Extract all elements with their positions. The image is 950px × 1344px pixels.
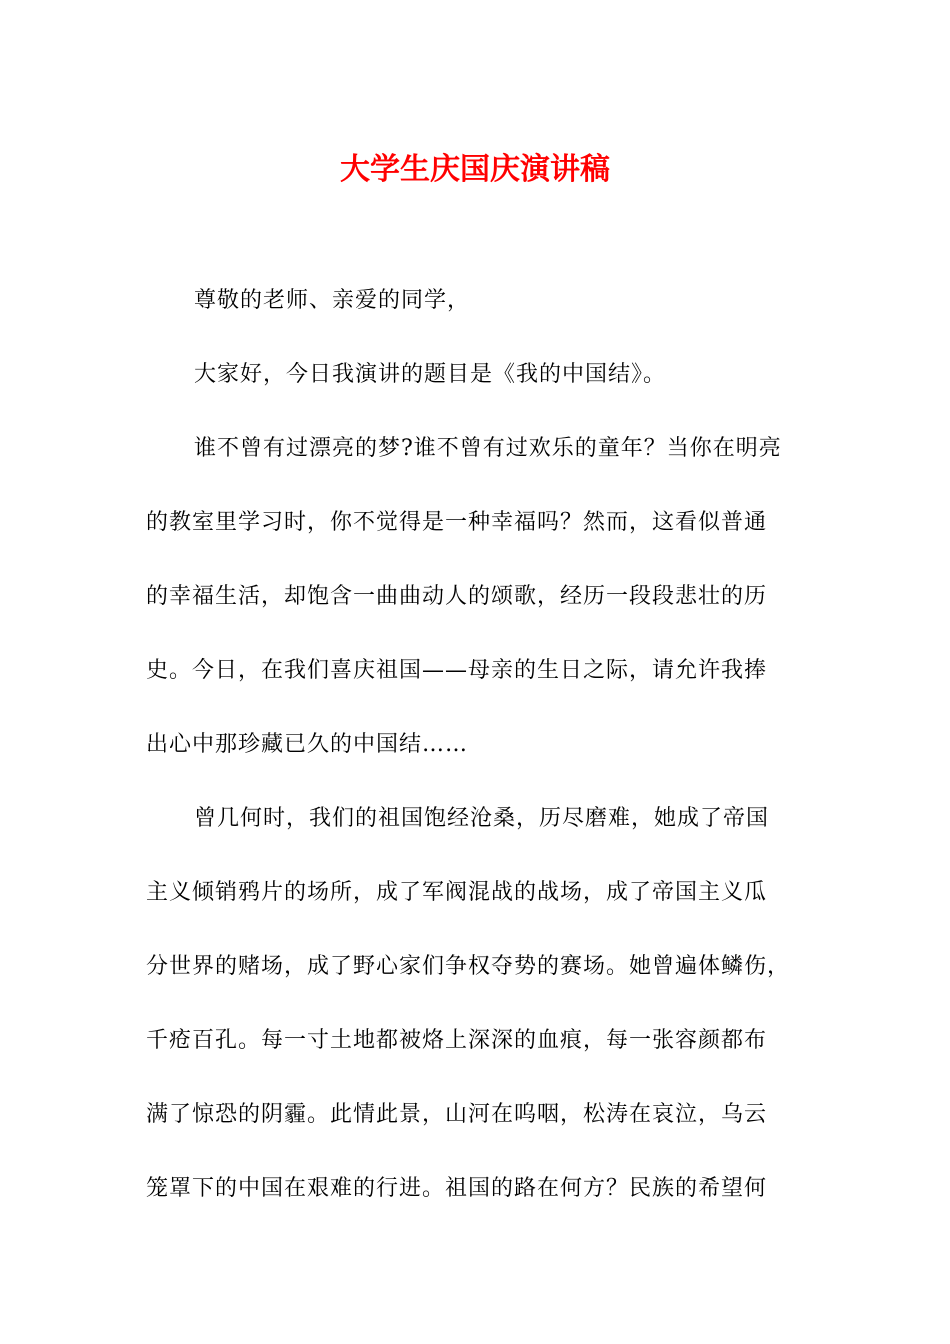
paragraph-line: 千疮百孔。每一寸土地都被烙上深深的血痕，每一张容颜都布 (146, 1028, 768, 1053)
paragraph-line: 史。今日，在我们喜庆祖国——母亲的生日之际，请允许我捧 (146, 658, 768, 683)
paragraph-line: 的教室里学习时，你不觉得是一种幸福吗？然而，这看似普通 (146, 510, 768, 535)
paragraph-line: 大家好，今日我演讲的题目是《我的中国结》。 (194, 362, 667, 387)
paragraph-line: 曾几何时，我们的祖国饱经沧桑，历尽磨难，她成了帝国 (194, 806, 770, 831)
paragraph-line: 出心中那珍藏已久的中国结…… (146, 732, 469, 757)
paragraph-line: 主义倾销鸦片的场所，成了军阀混战的战场，成了帝国主义瓜 (146, 880, 768, 905)
paragraph-line: 分世界的赌场，成了野心家们争权夺势的赛场。她曾遍体鳞伤， (146, 954, 791, 979)
paragraph-line: 谁不曾有过漂亮的梦?谁不曾有过欢乐的童年？当你在明亮 (194, 436, 782, 461)
paragraph-line: 满了惊恐的阴霾。此情此景，山河在呜咽，松涛在哀泣，乌云 (146, 1102, 768, 1127)
paragraph-line: 尊敬的老师、亲爱的同学， (194, 288, 471, 313)
document-body (146, 276, 806, 1238)
paragraph-line: 的幸福生活，却饱含一曲曲动人的颂歌，经历一段段悲壮的历 (146, 584, 768, 609)
document-title: 大学生庆国庆演讲稿 (340, 152, 610, 187)
paragraph-line: 笼罩下的中国在艰难的行进。祖国的路在何方？民族的希望何 (146, 1176, 768, 1201)
